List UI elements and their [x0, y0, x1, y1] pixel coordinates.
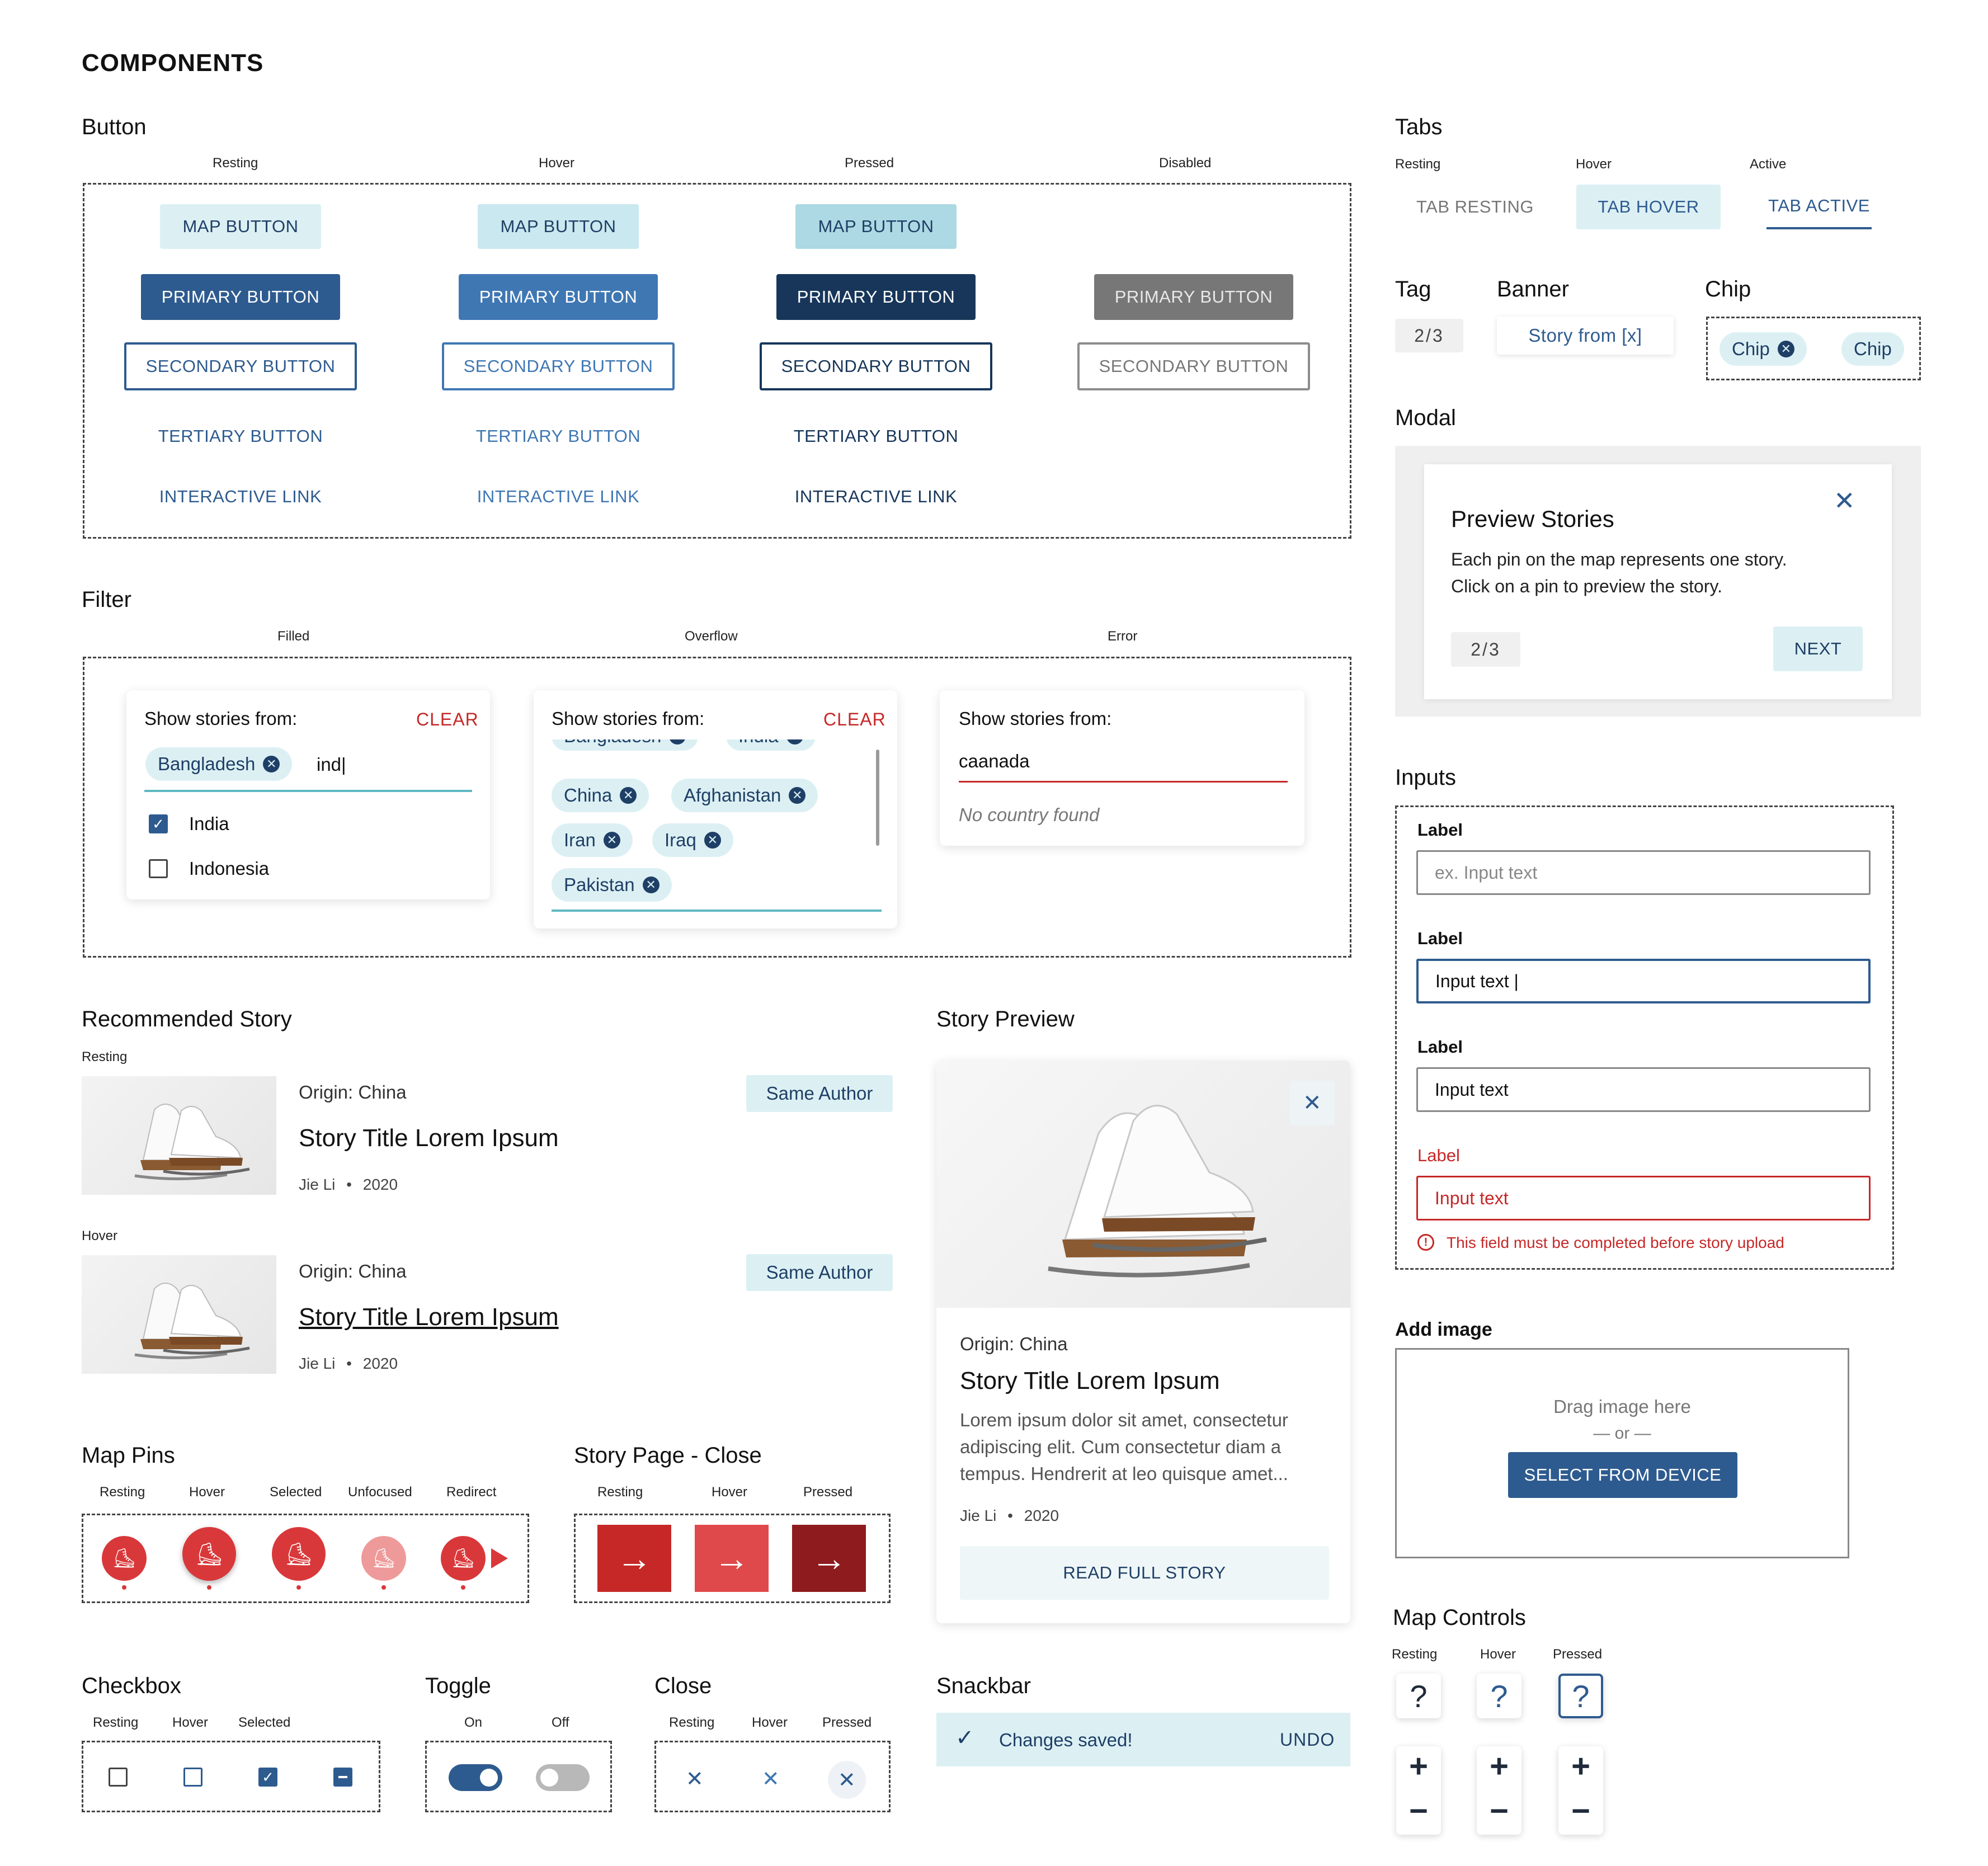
filter-search-input[interactable]: ind|	[317, 754, 346, 775]
modal-section-title: Modal	[1395, 406, 1456, 430]
map-button-resting[interactable]: MAP BUTTON	[160, 204, 321, 249]
x-circle-icon[interactable]: ✕	[1778, 341, 1794, 357]
input-label-error: Label	[1417, 1146, 1460, 1165]
story-year: 2020	[362, 1355, 398, 1372]
story-meta	[960, 1507, 1059, 1525]
filter-scrollbar[interactable]	[876, 750, 879, 846]
meta-bullet: •	[346, 1176, 352, 1193]
map-pins-section-title: Map Pins	[82, 1443, 175, 1468]
chip-label: Iraq	[665, 830, 696, 850]
x-circle-icon[interactable]: ✕	[604, 832, 620, 849]
pin-state-resting: Resting	[100, 1485, 145, 1500]
filter-state-error: Error	[1108, 629, 1138, 644]
tertiary-button-resting[interactable]: TERTIARY BUTTON	[158, 426, 323, 446]
skate-icon: ⛸	[195, 1542, 224, 1567]
filter-heading: Show stories from:	[552, 708, 705, 729]
pin-state-redirect: Redirect	[446, 1485, 497, 1500]
story-year: 2020	[1024, 1507, 1059, 1524]
chip-label: Iran	[564, 830, 596, 850]
help-icon[interactable]: ?	[1396, 1674, 1441, 1718]
error-icon: !	[1417, 1234, 1434, 1251]
tabs-section-title: Tabs	[1395, 115, 1443, 139]
modal-counter: 2/3	[1451, 632, 1520, 667]
map-button-hover[interactable]: MAP BUTTON	[478, 204, 639, 249]
tertiary-button-hover[interactable]: TERTIARY BUTTON	[475, 426, 641, 446]
read-full-story-button[interactable]: READ FULL STORY	[960, 1546, 1329, 1600]
map-controls-state-pressed: Pressed	[1553, 1647, 1603, 1662]
close-btn-state-hover: Hover	[752, 1715, 788, 1730]
story-origin: Origin: China	[299, 1082, 407, 1102]
secondary-button-pressed[interactable]: SECONDARY BUTTON	[760, 342, 992, 390]
checkbox-hover[interactable]	[183, 1768, 202, 1787]
primary-button-disabled: PRIMARY BUTTON	[1094, 274, 1293, 320]
close-icon[interactable]: ✕	[1834, 486, 1855, 515]
interactive-link-pressed[interactable]: INTERACTIVE LINK	[794, 487, 958, 506]
arrow-right-icon[interactable]: →	[597, 1525, 671, 1592]
filter-input-underline	[552, 910, 882, 912]
skate-icon: ⛸	[112, 1548, 136, 1569]
story-meta	[299, 1355, 398, 1373]
primary-button-resting[interactable]: PRIMARY BUTTON	[141, 274, 340, 320]
input-label: Label	[1417, 820, 1463, 840]
help-icon[interactable]: ?	[1558, 1674, 1603, 1718]
or-divider: — or —	[1593, 1424, 1651, 1443]
undo-button[interactable]: UNDO	[1280, 1730, 1335, 1750]
close-state-resting: Resting	[597, 1485, 643, 1500]
filter-input-underline	[144, 790, 472, 792]
skate-icon: ⛸	[451, 1548, 475, 1569]
map-controls-section-title: Map Controls	[1393, 1605, 1526, 1630]
same-author-badge: Same Author	[746, 1254, 893, 1291]
checkbox-indeterminate[interactable]	[333, 1768, 352, 1787]
modal-next-button[interactable]: NEXT	[1773, 626, 1863, 671]
meta-bullet: •	[1007, 1507, 1013, 1524]
toggle-state-on: On	[464, 1715, 483, 1730]
tag-counter: 2/3	[1395, 319, 1463, 352]
pin-state-selected: Selected	[270, 1485, 322, 1500]
chip-plain[interactable]	[1841, 332, 1904, 366]
filter-state-filled: Filled	[277, 629, 310, 644]
map-pin-redirect[interactable]	[441, 1536, 486, 1581]
tab-active[interactable]: TAB ACTIVE	[1766, 185, 1872, 229]
filter-error-message: No country found	[959, 804, 1100, 825]
filter-chip[interactable]	[145, 747, 292, 781]
filter-heading: Show stories from:	[959, 708, 1112, 729]
tabs-state-active: Active	[1750, 157, 1787, 172]
story-year: 2020	[362, 1176, 398, 1193]
tertiary-button-pressed[interactable]: TERTIARY BUTTON	[793, 426, 959, 446]
modal-heading: Preview Stories	[1451, 506, 1614, 532]
modal-body-line2: Click on a pin to preview the story.	[1451, 576, 1722, 596]
story-body-line1: Lorem ipsum dolor sit amet, consectetur	[960, 1410, 1288, 1430]
button-state-hover: Hover	[539, 156, 575, 171]
inputs-section-title: Inputs	[1395, 765, 1456, 790]
close-state-pressed: Pressed	[803, 1485, 853, 1500]
input-error-message: This field must be completed before story upload	[1447, 1234, 1784, 1251]
chip-label: Bangladesh	[158, 753, 256, 774]
clear-button[interactable]: CLEAR	[416, 709, 479, 729]
x-circle-icon[interactable]: ✕	[789, 787, 805, 804]
input-filled[interactable]: Input text	[1416, 1067, 1871, 1112]
checkbox-section-title: Checkbox	[82, 1674, 181, 1698]
input-label: Label	[1417, 929, 1463, 948]
tab-hover[interactable]: TAB HOVER	[1576, 185, 1721, 229]
button-state-resting: Resting	[213, 156, 258, 171]
input-error[interactable]: Input text	[1416, 1176, 1871, 1221]
banner: Story from [x]	[1497, 317, 1674, 355]
tabs-state-resting: Resting	[1395, 157, 1441, 172]
story-title-hover[interactable]: Story Title Lorem Ipsum	[299, 1303, 559, 1331]
minus-icon[interactable]: −	[1409, 1793, 1428, 1829]
minus-icon	[338, 1776, 347, 1778]
banner-section-title: Banner	[1497, 277, 1569, 301]
skate-icon: ⛸	[371, 1548, 396, 1569]
x-circle-icon[interactable]: ✕	[643, 877, 659, 893]
select-from-device-button[interactable]: SELECT FROM DEVICE	[1508, 1452, 1737, 1498]
clear-button[interactable]: CLEAR	[823, 709, 886, 729]
chip-label: Afghanistan	[684, 785, 781, 805]
chip-section-title: Chip	[1705, 277, 1751, 301]
button-state-pressed: Pressed	[845, 156, 894, 171]
filter-section-title: Filter	[82, 587, 131, 612]
filter-chip[interactable]	[552, 779, 649, 812]
option-label[interactable]: Indonesia	[189, 858, 270, 879]
toggle-state-off: Off	[552, 1715, 569, 1730]
close-section-title: Close	[654, 1674, 712, 1698]
add-image-title: Add image	[1395, 1319, 1492, 1340]
chip-label: China	[564, 785, 613, 805]
button-state-disabled: Disabled	[1159, 156, 1212, 171]
story-author: Jie Li	[299, 1355, 336, 1372]
map-controls-state-hover: Hover	[1480, 1647, 1516, 1662]
map-button-pressed[interactable]: MAP BUTTON	[795, 204, 957, 249]
close-icon[interactable]: ✕	[828, 1761, 866, 1799]
tabs-state-hover: Hover	[1576, 157, 1612, 172]
page-title: COMPONENTS	[82, 49, 264, 77]
snackbar-message: Changes saved!	[999, 1730, 1133, 1750]
checkbox-resting[interactable]	[109, 1768, 128, 1787]
map-controls-state-resting: Resting	[1392, 1647, 1438, 1662]
option-label[interactable]: India	[189, 813, 229, 834]
minus-icon[interactable]: −	[1490, 1793, 1509, 1829]
chip-label: Chip	[1732, 338, 1770, 359]
map-pin-unfocused[interactable]	[361, 1536, 406, 1581]
story-author: Jie Li	[960, 1507, 997, 1524]
filter-error-underline	[959, 781, 1288, 783]
input-empty[interactable]: ex. Input text	[1416, 850, 1871, 895]
checkbox-selected[interactable]: ✓	[258, 1768, 277, 1787]
redirect-arrow-icon	[491, 1548, 508, 1568]
recommended-state-hover: Hover	[82, 1228, 118, 1243]
help-icon[interactable]: ?	[1477, 1674, 1521, 1718]
story-title[interactable]: Story Title Lorem Ipsum	[299, 1124, 559, 1152]
toggle-on[interactable]	[449, 1764, 502, 1791]
story-title[interactable]: Story Title Lorem Ipsum	[960, 1367, 1220, 1394]
close-state-hover: Hover	[712, 1485, 748, 1500]
filter-chip[interactable]	[671, 779, 818, 812]
skate-icon	[936, 1061, 1350, 1308]
option-checkbox-checked[interactable]: ✓	[149, 814, 168, 833]
toggle-off[interactable]	[536, 1764, 590, 1791]
story-origin: Origin: China	[960, 1333, 1068, 1354]
modal-body-line1: Each pin on the map represents one story.	[1451, 549, 1787, 569]
toggle-knob	[480, 1769, 498, 1787]
close-icon[interactable]: ✕	[1290, 1081, 1335, 1125]
plus-icon[interactable]: +	[1571, 1748, 1590, 1784]
story-preview-image	[936, 1061, 1350, 1308]
pin-state-hover: Hover	[189, 1485, 225, 1500]
plus-icon[interactable]: +	[1490, 1748, 1509, 1784]
chip-label: Pakistan	[564, 874, 635, 895]
story-origin: Origin: China	[299, 1261, 407, 1281]
skate-icon: ⛸	[284, 1542, 313, 1567]
story-thumbnail[interactable]	[82, 1076, 276, 1195]
primary-button-hover[interactable]: PRIMARY BUTTON	[459, 274, 658, 320]
pin-state-unfocused: Unfocused	[348, 1485, 412, 1500]
minus-icon[interactable]: −	[1571, 1793, 1590, 1829]
interactive-link-hover[interactable]: INTERACTIVE LINK	[477, 487, 640, 506]
filter-state-overflow: Overflow	[685, 629, 738, 644]
toggle-section-title: Toggle	[425, 1674, 491, 1698]
x-circle-icon[interactable]: ✕	[263, 756, 280, 772]
skate-icon	[82, 1255, 276, 1374]
input-label: Label	[1417, 1037, 1463, 1057]
tab-resting[interactable]: TAB RESTING	[1416, 197, 1534, 216]
arrow-right-icon[interactable]: →	[695, 1525, 769, 1592]
story-body-line3: tempus. Hendrerit at leo quisque amet...	[960, 1463, 1288, 1484]
recommended-section-title: Recommended Story	[82, 1007, 292, 1031]
x-circle-icon[interactable]: ✕	[620, 787, 637, 804]
map-pin-resting[interactable]	[102, 1536, 147, 1581]
secondary-button-resting[interactable]: SECONDARY BUTTON	[124, 342, 357, 390]
recommended-state-resting: Resting	[82, 1049, 128, 1064]
checkbox-state-hover: Hover	[172, 1715, 209, 1730]
secondary-button-hover[interactable]: SECONDARY BUTTON	[442, 342, 675, 390]
filter-chip[interactable]	[552, 868, 672, 902]
close-icon[interactable]: ✕	[685, 1767, 704, 1791]
secondary-button-disabled: SECONDARY BUTTON	[1077, 342, 1310, 390]
filter-search-input[interactable]: caanada	[959, 751, 1030, 771]
filter-chip[interactable]	[652, 823, 733, 857]
filter-heading: Show stories from:	[144, 708, 298, 729]
same-author-badge: Same Author	[746, 1075, 893, 1112]
button-section-title: Button	[82, 115, 147, 139]
filter-chip[interactable]	[552, 823, 633, 857]
story-author: Jie Li	[299, 1176, 336, 1193]
x-circle-icon[interactable]: ✕	[704, 832, 721, 849]
arrow-right-icon[interactable]: →	[792, 1525, 866, 1592]
check-icon: ✓	[955, 1726, 974, 1750]
toggle-knob	[540, 1769, 558, 1787]
close-btn-state-resting: Resting	[669, 1715, 715, 1730]
story-preview-section-title: Story Preview	[936, 1007, 1075, 1031]
meta-bullet: •	[346, 1355, 352, 1372]
checkbox-state-selected: Selected	[238, 1715, 291, 1730]
map-pin-hover[interactable]	[182, 1527, 236, 1581]
story-body-line2: adipiscing elit. Cum consectetur diam a	[960, 1436, 1282, 1457]
close-icon[interactable]: ✕	[761, 1767, 780, 1791]
story-thumbnail[interactable]	[82, 1255, 276, 1374]
map-pin-selected[interactable]	[272, 1527, 326, 1581]
story-page-close-section-title: Story Page - Close	[574, 1443, 762, 1468]
drag-image-text: Drag image here	[1553, 1396, 1691, 1417]
close-btn-state-pressed: Pressed	[822, 1715, 872, 1730]
chip-label: Chip	[1854, 338, 1892, 359]
snackbar-section-title: Snackbar	[936, 1674, 1031, 1698]
primary-button-pressed[interactable]: PRIMARY BUTTON	[776, 274, 976, 320]
skate-icon	[82, 1076, 276, 1195]
tag-section-title: Tag	[1395, 277, 1431, 301]
chip-removable[interactable]	[1720, 332, 1807, 366]
plus-icon[interactable]: +	[1409, 1748, 1428, 1784]
input-focused[interactable]: Input text |	[1416, 959, 1871, 1003]
checkbox-state-resting: Resting	[93, 1715, 139, 1730]
story-meta	[299, 1176, 398, 1194]
option-checkbox[interactable]	[149, 859, 168, 878]
interactive-link-resting[interactable]: INTERACTIVE LINK	[159, 487, 322, 506]
